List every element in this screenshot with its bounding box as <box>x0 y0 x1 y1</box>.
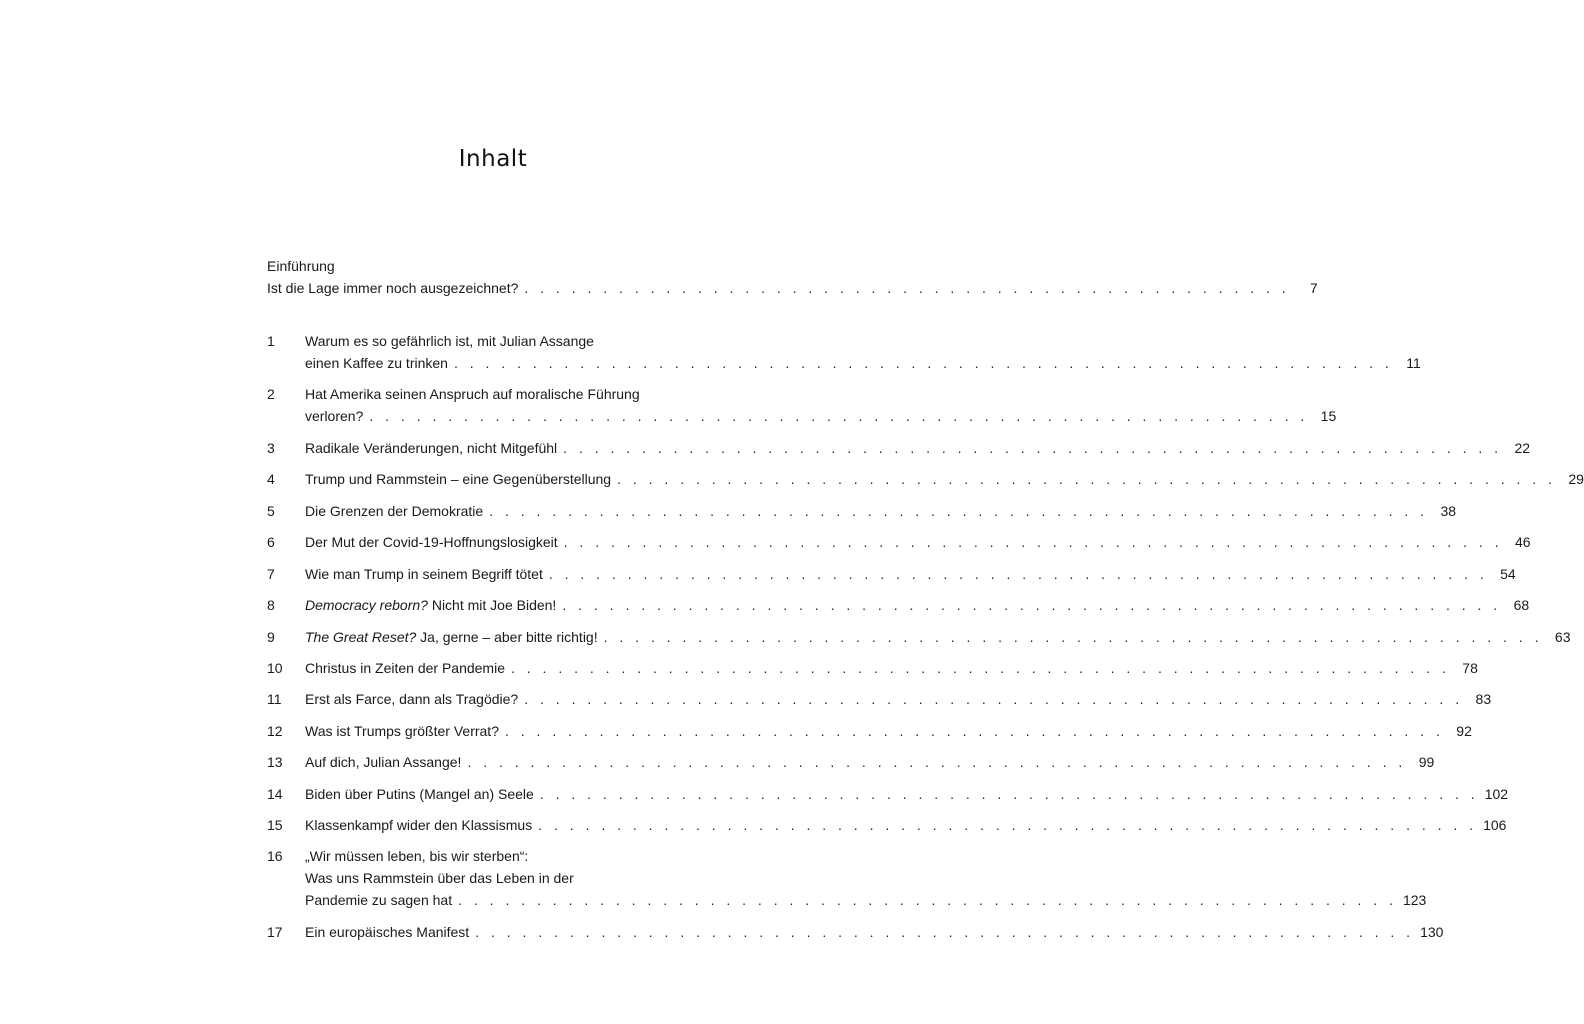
chapter-title-text: Was ist Trumps größter Verrat? <box>305 723 499 739</box>
chapter-title-text: Die Grenzen der Demokratie <box>305 503 484 519</box>
chapter-title-text: verloren? <box>305 408 364 424</box>
chapter-title-last-line <box>305 437 1531 459</box>
chapter-number: 16 <box>267 848 283 864</box>
chapter-title <box>305 531 1531 553</box>
chapter-number: 5 <box>267 503 275 519</box>
chapter-title <box>305 500 1457 522</box>
leader-dots: . . . . . . . . . . . . . . . . . . . . . . . . . . . . . . . . . . . . . . . . . . . . . . . . . . . . . . . . . . . . <box>524 691 1464 707</box>
leader-dots: . . . . . . . . . . . . . . . . . . . . . . . . . . . . . . . . . . . . . . . . . . . . . . . . . . . . . . . . . . . . <box>603 629 1543 645</box>
chapter-number: 10 <box>267 660 283 676</box>
chapter-title-text: Democracy reborn? Nicht mit Joe Biden! <box>305 597 557 613</box>
page-number: 54 <box>1500 566 1516 582</box>
chapter-number: 13 <box>267 754 283 770</box>
leader-dots: . . . . . . . . . . . . . . . . . . . . . . . . . . . . . . . . . . . . . . . . . . . . . . . . . . . . . . . . . . . . <box>538 817 1478 833</box>
leader-dots: . . . . . . . . . . . . . . . . . . . . . . . . . . . . . . . . . . . . . . . . . . . . . . . . . . . . . . . . . . . . <box>475 924 1415 940</box>
chapter-title-last-line <box>305 688 1492 710</box>
chapter-title-last-line <box>305 594 1530 616</box>
page-number: 38 <box>1440 503 1457 519</box>
chapter-title-last-line <box>305 751 1435 773</box>
chapter-title <box>305 383 1337 427</box>
chapter-title-text: Wie man Trump in seinem Begriff tötet <box>305 566 543 582</box>
toc-intro <box>267 255 1318 299</box>
page-number: 15 <box>1320 408 1337 424</box>
chapter-title <box>305 626 1571 648</box>
leader-dots: . . . . . . . . . . . . . . . . . . . . . . . . . . . . . . . . . . . . . . . . . . . . . . . . . . . . . . . . . . . . <box>511 660 1450 676</box>
leader-dots: . . . . . . . . . . . . . . . . . . . . . . . . . . . . . . . . . . . . . . . . . . . . . . . . . . . . . . . . . . . . <box>548 566 1488 582</box>
chapter-title <box>305 845 1427 911</box>
chapter-title-italic: The Great Reset? <box>305 629 417 645</box>
chapter-title-last-line <box>305 531 1531 553</box>
leader-dots: . . . . . . . . . . . . . . . . . . . . . . . . . . . . . . . . . . . . . . . . . . . . . . . . . . . . . . . . . . . . <box>563 440 1503 456</box>
chapter-title-last-line <box>305 563 1516 585</box>
chapter-title-line: „Wir müssen leben, bis wir sterben“: <box>305 848 529 864</box>
intro-line <box>267 277 1318 299</box>
page-number: 123 <box>1402 892 1427 908</box>
chapter-title-text: Erst als Farce, dann als Tragödie? <box>305 691 519 707</box>
chapter-title <box>305 594 1530 616</box>
chapter-number: 12 <box>267 723 283 739</box>
chapter-title <box>305 783 1509 805</box>
chapter-title-text: Trump und Rammstein – eine Gegenüberstellung <box>305 471 612 487</box>
page-number: 130 <box>1420 924 1444 940</box>
chapter-title-last-line <box>305 720 1472 742</box>
page-number: 29 <box>1568 471 1584 487</box>
chapter-title-italic: Democracy reborn? <box>305 597 428 613</box>
page-number: 92 <box>1456 723 1472 739</box>
intro-title: Ist die Lage immer noch ausgezeichnet? <box>267 280 519 296</box>
page-number: 106 <box>1483 817 1507 833</box>
chapter-title <box>305 437 1531 459</box>
chapter-title-last-line <box>305 405 1337 427</box>
page-number: 63 <box>1554 629 1571 645</box>
chapter-title-text: Radikale Veränderungen, nicht Mitgefühl <box>305 440 558 456</box>
chapter-title <box>305 751 1435 773</box>
chapter-title <box>305 563 1516 585</box>
chapter-title-last-line <box>305 352 1421 374</box>
chapter-number: 9 <box>267 629 275 645</box>
chapter-title-line: Was uns Rammstein über das Leben in der <box>305 870 574 886</box>
page-number: 46 <box>1514 534 1531 550</box>
chapter-number: 17 <box>267 924 283 940</box>
intro-heading: Einführung <box>267 258 335 274</box>
leader-dots: . . . . . . . . . . . . . . . . . . . . . . . . . . . . . . . . . . . . . . . . . . . . . . . . . . . . . . . . . . . . <box>489 503 1429 519</box>
leader-dots: . . . . . . . . . . . . . . . . . . . . . . . . . . . . . . . . . . . . . . . . . . . . . . . . . . . . . . . . . . . . <box>453 355 1393 371</box>
chapter-title <box>305 814 1507 836</box>
page-number: 83 <box>1475 691 1492 707</box>
chapter-title <box>305 720 1472 742</box>
leader-dots: . . . . . . . . . . . . . . . . . . . . . . . . . . . . . . . . . . . . . . . . . . . . . . . . . . . . . . . . . . . . <box>369 408 1309 424</box>
chapter-title-last-line <box>305 468 1584 490</box>
chapter-title-last-line <box>305 657 1478 679</box>
leader-dots: . . . . . . . . . . . . . . . . . . . . . . . . . . . . . . . . . . . . . . . . . . . . . . . . . . . . . . . . . . . . <box>563 534 1503 550</box>
chapter-title-last-line <box>305 814 1507 836</box>
chapter-number: 6 <box>267 534 275 550</box>
chapter-title-text: Pandemie zu sagen hat <box>305 892 453 908</box>
chapter-title <box>305 330 1421 374</box>
chapter-title-last-line <box>305 500 1457 522</box>
leader-dots: . . . . . . . . . . . . . . . . . . . . . . . . . . . . . . . . . . . . . . . . . . . . . . . . . . . . . . . . . . . . <box>617 471 1556 487</box>
chapter-title-text: Ein europäisches Manifest <box>305 924 470 940</box>
chapter-title-text: einen Kaffee zu trinken <box>305 355 448 371</box>
page-number: 22 <box>1514 440 1531 456</box>
chapter-number: 3 <box>267 440 275 456</box>
chapter-title <box>305 921 1444 943</box>
leader-dots: . . . . . . . . . . . . . . . . . . . . . . . . . . . . . . . . . . . . . . . . . . . . . . . . . . . . . . . . . . . . <box>467 754 1407 770</box>
chapter-number: 2 <box>267 386 275 402</box>
leader-dots: . . . . . . . . . . . . . . . . . . . . . . . . . . . . . . . . . . . . . . . . . . . . . . . . . <box>524 280 1290 296</box>
chapter-title-line: Hat Amerika seinen Anspruch auf moralische Führung <box>305 386 640 402</box>
chapter-title-last-line <box>305 626 1571 648</box>
leader-dots: . . . . . . . . . . . . . . . . . . . . . . . . . . . . . . . . . . . . . . . . . . . . . . . . . . . . . . . . . . . . <box>504 723 1444 739</box>
chapter-number: 8 <box>267 597 275 613</box>
chapter-title-text: Klassenkampf wider den Klassismus <box>305 817 533 833</box>
chapter-title-text: Christus in Zeiten der Pandemie <box>305 660 505 676</box>
chapter-number: 11 <box>267 691 282 707</box>
page-number: 99 <box>1418 754 1435 770</box>
chapter-title <box>305 688 1492 710</box>
chapter-number: 4 <box>267 471 275 487</box>
chapter-title-text: The Great Reset? Ja, gerne – aber bitte richtig! <box>305 629 598 645</box>
page-number: 11 <box>1406 355 1421 371</box>
page-number: 102 <box>1484 786 1509 802</box>
chapter-title-last-line <box>305 783 1509 805</box>
chapter-title <box>305 657 1478 679</box>
chapter-title <box>305 468 1584 490</box>
chapter-title-text: Der Mut der Covid-19-Hoffnungslosigkeit <box>305 534 558 550</box>
leader-dots: . . . . . . . . . . . . . . . . . . . . . . . . . . . . . . . . . . . . . . . . . . . . . . . . . . . . . . . . . . . . <box>458 892 1397 908</box>
page-number: 68 <box>1513 597 1530 613</box>
leader-dots: . . . . . . . . . . . . . . . . . . . . . . . . . . . . . . . . . . . . . . . . . . . . . . . . . . . . . . . . . . . . <box>562 597 1502 613</box>
page-number: 78 <box>1462 660 1478 676</box>
chapter-title-text: Auf dich, Julian Assange! <box>305 754 462 770</box>
chapter-title-text: Biden über Putins (Mangel an) Seele <box>305 786 534 802</box>
page-number: 7 <box>1309 280 1318 296</box>
chapter-number: 15 <box>267 817 283 833</box>
chapter-title-line: Warum es so gefährlich ist, mit Julian Assange <box>305 333 594 349</box>
chapter-title-last-line <box>305 889 1427 911</box>
page-title: Inhalt <box>458 146 528 172</box>
chapter-title-last-line <box>305 921 1444 943</box>
chapter-number: 1 <box>267 333 275 349</box>
chapter-number: 14 <box>267 786 283 802</box>
leader-dots: . . . . . . . . . . . . . . . . . . . . . . . . . . . . . . . . . . . . . . . . . . . . . . . . . . . . . . . . . . . . <box>539 786 1479 802</box>
chapter-number: 7 <box>267 566 275 582</box>
